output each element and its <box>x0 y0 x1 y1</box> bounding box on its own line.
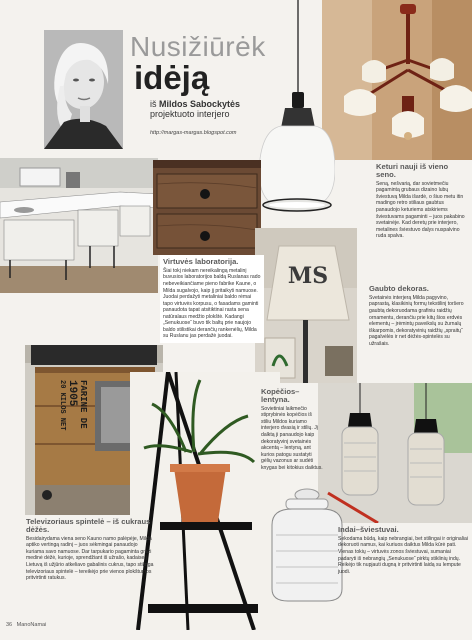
portrait-photo <box>44 30 123 149</box>
lamp-monogram: MS <box>287 263 329 289</box>
lampshade-photo <box>255 228 357 383</box>
caption-virtuves-body: Šiai tokį niekam nereikalingą metalinį buvusios laboratorijos baldą Ruslanas rado nebeveikiančiame pieno fabrike Kaune, o Milda sugalvojo, kaip jį pritaikyti namuose. Juodai perdažyti metaliniai baldo rėmai tapo virtuvės korpusu, o fasadams gaminti panaudota tapat atsitiktinai rasta sena natūralaus medžio plokštė. Kadangi „Senukuose“ buvo tik baltų prie naujojo baldo stilistikai derančių rankenėlių, Milda su Ruslanu jas perdažė juodai. <box>163 267 261 340</box>
caption-kopecios-title: Kopėčios–lentyna. <box>261 387 300 404</box>
caption-indai <box>335 524 472 578</box>
caption-gaubto-title: Gaubto dekoras. <box>369 284 429 293</box>
caption-indai-body: Sekodama būdą, kaip nebrangiai, bet stilingai ir originaliai dekoruoti namus, kai kuriuos daiktus Milda kūrė pati. Vienas tokių – virtuvės zonos šviestuvai, sumaniai padaryti iš nebrangių „Senukuose“ pirktų stiklinių indų. Reikėjo tik nupjauti dugną ir pritvirtinti laidą su lempute juodi. <box>338 535 468 575</box>
title-line-2: idėją <box>134 59 210 96</box>
crate-label <box>58 380 88 432</box>
wood-drawer-photo <box>153 160 261 255</box>
caption-keturi-body: Seną, nešvarią, dar sovietmečiu pagamintą grubaus dizaino lubų šviestuvą Milda išardė, o šiuo metu itin madingo retro stiliaus gaubtus panaudojo keturiems atskiriems šviestuvams pagaminti – juos pakabino svetainėje. Kad deretų prie interjero, metalines šviestuvo dalys nuspalvino ruda spalva. <box>376 180 465 240</box>
pendant-lamp-photo <box>255 0 335 225</box>
magazine-name: ManoNamai <box>16 622 47 628</box>
caption-keturi-title: Keturi nauji iš vieno seno. <box>376 162 449 179</box>
byline-suffix: projektuoto interjero <box>150 109 230 119</box>
ceiling-lamps-photo <box>322 0 472 160</box>
page-number: 36 <box>6 622 13 628</box>
caption-kopecios-body: Sovietiniai laikmečio stiprybinės kopėčios iš stiliu Mildos kuriamo interjero dvasią ir stilių. Jį dalktą ji panaudojo kaip dekoratyvinį svetainės akcentą – lentyną, ant kurios patogu sustatyti gėlių vazonus ar sudėti knygas bei kitokius daiktus. <box>261 405 323 471</box>
caption-televizoriaus-body: Besidairydama viena seno Kauno namo palėpėje, Milda aptiko vertingą radinį – juos sėkmingai panaudojo kuriama savo namuose. Dar tarpukario pagaminta graži medinė dėžė, kurioje, sprendžiant iš užrašo, kadaise į Lietuvą iš užjūrio atkeliavo gabalinis cukrus, tapo stilinga televizoriaus spintelė – tereikėjo prie vienos plokštumos pritvirtinti ratukus. <box>26 535 154 582</box>
byline <box>150 99 240 119</box>
caption-virtuves-title: Virtuvės laboratorija. <box>163 257 239 266</box>
byline-prefix: iš <box>150 99 157 109</box>
caption-kopecios <box>258 385 326 474</box>
caption-televizoriaus <box>0 515 157 585</box>
page-title <box>130 32 266 94</box>
caption-virtuves <box>160 255 264 343</box>
caption-indai-title: Indai–šviestuvai. <box>338 525 399 534</box>
caption-televizoriaus-title: Televizoriaus spintelė – iš cukraus dėžės. <box>26 517 151 534</box>
byline-author: Mildos Sabockytės <box>159 99 241 109</box>
caption-gaubto-body: Svetainės interjerą Milda pagyvino, paprastą, klasikinių formų tekstilinį toršero gaubtą dekoruodama grafiniu raidžių ornamentu, derančiu prie kitų šios erdvės elementų – įrėmintų paveikslų su žurnalų iškarpomis, dekoratyvinių raidžių „spraitų“ pagalvėlės ir net dėžės-spintelės su užrašais. <box>369 294 464 347</box>
crate-line-1: FARINE DE <box>78 380 88 429</box>
blog-url: http://margas-margas.blogspot.com <box>150 130 237 136</box>
page-footer <box>6 622 46 628</box>
kitchen-lab-photo <box>0 158 158 293</box>
caption-keturi <box>372 160 468 288</box>
caption-gaubto <box>366 282 470 350</box>
crate-line-3: 20 KILOS NET <box>58 380 66 431</box>
title-line-1: Nusižiūrėk <box>130 31 266 62</box>
crate-line-2: 1905 <box>66 380 78 407</box>
